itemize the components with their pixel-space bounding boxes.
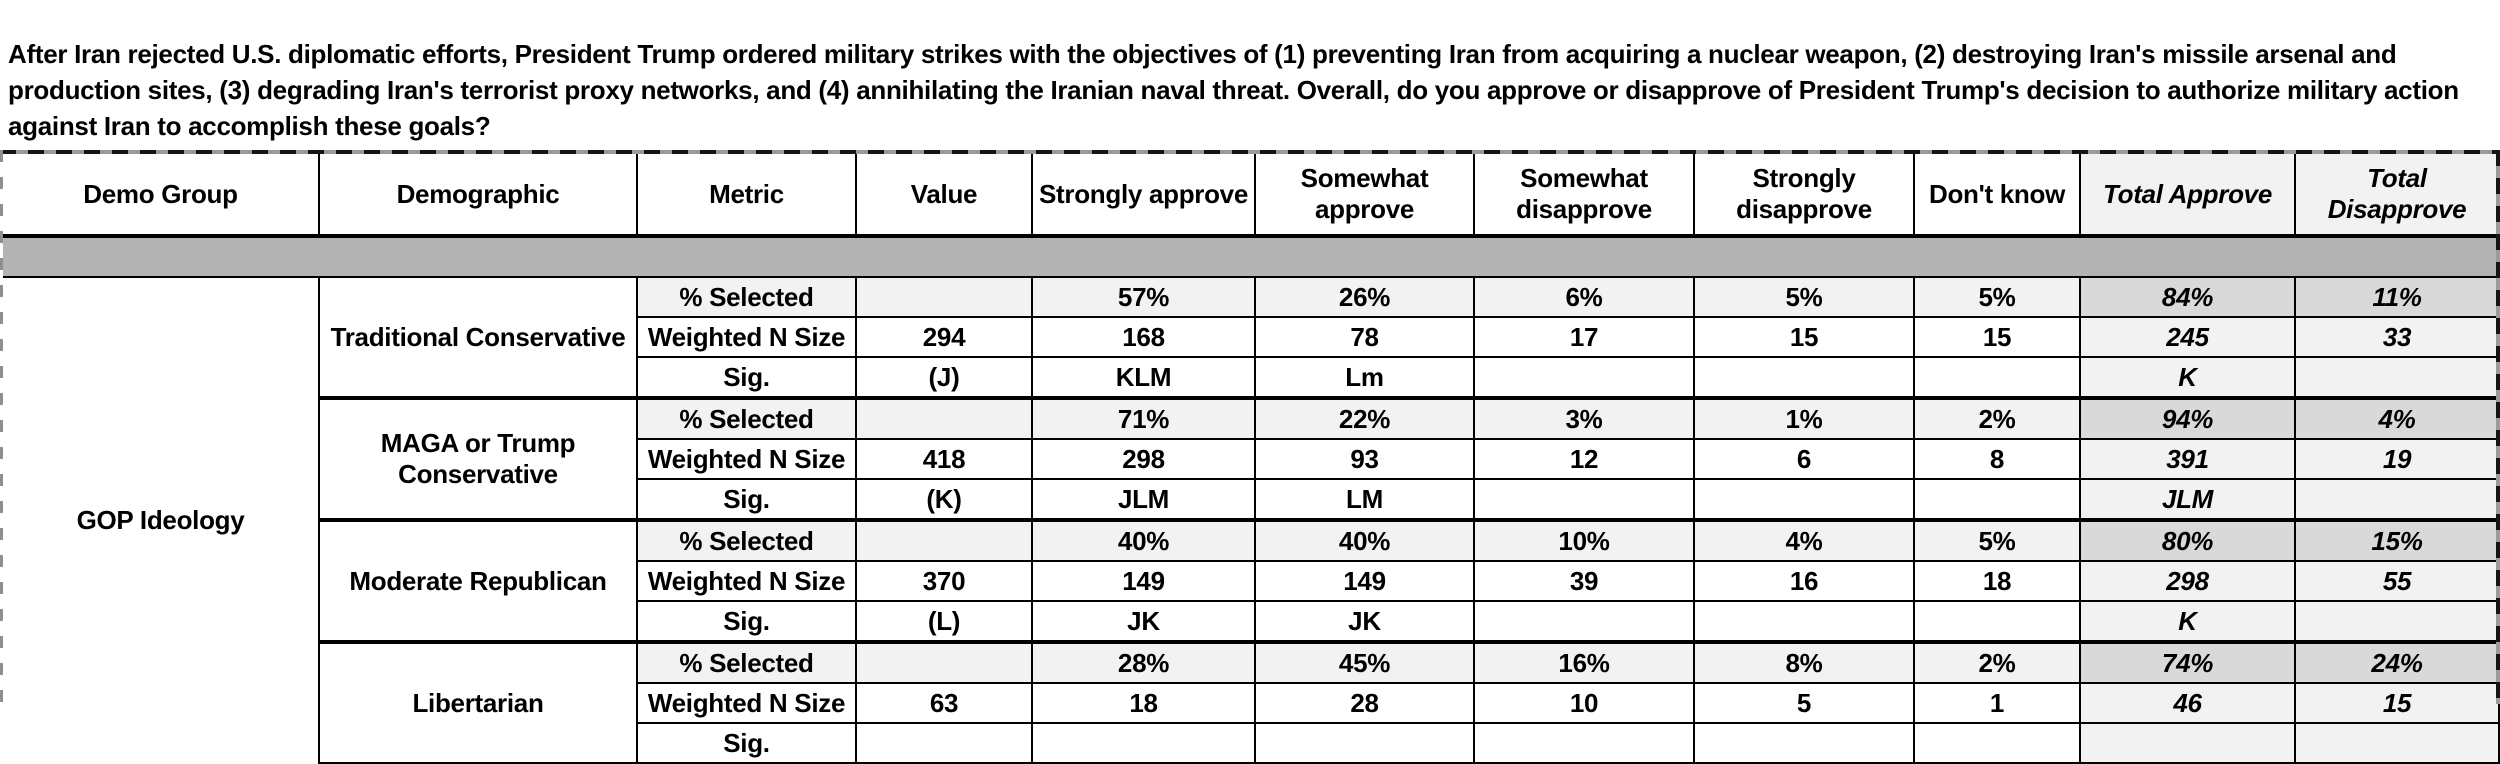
data-cell[interactable]: Lm [1255, 357, 1474, 398]
total-disapprove-cell[interactable]: 11% [2295, 277, 2499, 317]
total-approve-cell[interactable]: 80% [2080, 520, 2295, 561]
selection-dashed-border-left [0, 150, 3, 704]
metric-cell[interactable]: Weighted N Size [637, 439, 856, 479]
data-cell[interactable]: 4% [1694, 520, 1914, 561]
col-header-demographic[interactable]: Demographic [319, 154, 637, 236]
data-cell[interactable]: 1% [1694, 398, 1914, 439]
metric-cell[interactable]: Sig. [637, 357, 856, 398]
data-cell[interactable]: JK [1255, 601, 1474, 642]
total-disapprove-cell[interactable] [2295, 601, 2499, 642]
data-cell[interactable]: 149 [1255, 561, 1474, 601]
metric-cell[interactable]: Weighted N Size [637, 683, 856, 723]
metric-cell[interactable]: % Selected [637, 398, 856, 439]
total-approve-cell[interactable]: 298 [2080, 561, 2295, 601]
metric-cell[interactable]: % Selected [637, 277, 856, 317]
value-cell[interactable]: (J) [856, 357, 1032, 398]
metric-cell[interactable]: % Selected [637, 520, 856, 561]
total-approve-cell[interactable]: K [2080, 601, 2295, 642]
data-cell[interactable] [1694, 723, 1914, 763]
total-disapprove-cell[interactable] [2295, 357, 2499, 398]
total-approve-cell[interactable]: K [2080, 357, 2295, 398]
metric-cell[interactable]: % Selected [637, 642, 856, 683]
col-header-total-disapprove[interactable]: Total Disapprove [2295, 154, 2499, 236]
data-cell[interactable]: 1 [1914, 683, 2080, 723]
value-cell[interactable]: 418 [856, 439, 1032, 479]
col-header-total-approve[interactable]: Total Approve [2080, 154, 2295, 236]
col-header-metric[interactable]: Metric [637, 154, 856, 236]
total-disapprove-cell[interactable]: 19 [2295, 439, 2499, 479]
data-cell[interactable]: 6 [1694, 439, 1914, 479]
col-header-demo-group[interactable]: Demo Group [3, 154, 319, 236]
data-cell[interactable] [1914, 479, 2080, 520]
col-header-somewhat-disapprove[interactable]: Somewhat disapprove [1474, 154, 1694, 236]
data-cell[interactable]: 28% [1032, 642, 1255, 683]
data-cell[interactable]: 8% [1694, 642, 1914, 683]
pane-separator-strip [3, 236, 2499, 277]
data-cell[interactable]: 15 [1694, 317, 1914, 357]
data-cell[interactable]: JK [1032, 601, 1255, 642]
data-cell[interactable] [1474, 479, 1694, 520]
total-approve-cell[interactable]: 245 [2080, 317, 2295, 357]
data-cell[interactable]: 149 [1032, 561, 1255, 601]
value-cell[interactable] [856, 520, 1032, 561]
data-cell[interactable]: 45% [1255, 642, 1474, 683]
col-header-dont-know[interactable]: Don't know [1914, 154, 2080, 236]
data-cell[interactable]: 2% [1914, 398, 2080, 439]
demographic-cell[interactable]: Moderate Republican [319, 520, 637, 642]
data-cell[interactable] [1694, 479, 1914, 520]
total-disapprove-cell[interactable]: 15% [2295, 520, 2499, 561]
data-cell[interactable] [1914, 601, 2080, 642]
data-cell[interactable] [1474, 357, 1694, 398]
metric-cell[interactable]: Sig. [637, 601, 856, 642]
data-cell[interactable]: 18 [1032, 683, 1255, 723]
col-header-value[interactable]: Value [856, 154, 1032, 236]
total-disapprove-cell[interactable]: 24% [2295, 642, 2499, 683]
data-cell[interactable]: 298 [1032, 439, 1255, 479]
total-approve-cell[interactable]: JLM [2080, 479, 2295, 520]
data-cell[interactable]: 3% [1474, 398, 1694, 439]
data-cell[interactable]: 12 [1474, 439, 1694, 479]
data-cell[interactable]: 18 [1914, 561, 2080, 601]
data-cell[interactable]: KLM [1032, 357, 1255, 398]
data-cell[interactable] [1474, 601, 1694, 642]
demographic-cell[interactable]: Libertarian [319, 642, 637, 763]
value-cell[interactable]: (K) [856, 479, 1032, 520]
total-approve-cell[interactable]: 74% [2080, 642, 2295, 683]
selection-dashed-border-right [2496, 150, 2500, 704]
col-header-somewhat-approve[interactable]: Somewhat approve [1255, 154, 1474, 236]
data-cell[interactable]: JLM [1032, 479, 1255, 520]
demographic-cell[interactable]: MAGA or Trump Conservative [319, 398, 637, 520]
data-cell[interactable]: 78 [1255, 317, 1474, 357]
total-approve-cell[interactable]: 391 [2080, 439, 2295, 479]
table-row [3, 398, 2499, 439]
total-approve-cell[interactable]: 84% [2080, 277, 2295, 317]
data-cell[interactable]: 15 [1914, 317, 2080, 357]
data-cell[interactable] [1694, 357, 1914, 398]
data-cell[interactable]: 28 [1255, 683, 1474, 723]
crosstab-table [3, 154, 2500, 764]
metric-cell[interactable]: Sig. [637, 479, 856, 520]
data-cell[interactable] [1032, 723, 1255, 763]
value-cell[interactable] [856, 398, 1032, 439]
data-cell[interactable]: 40% [1032, 520, 1255, 561]
data-cell[interactable]: 8 [1914, 439, 2080, 479]
total-disapprove-cell[interactable] [2295, 723, 2499, 763]
data-cell[interactable] [1474, 723, 1694, 763]
value-cell[interactable]: (L) [856, 601, 1032, 642]
total-disapprove-cell[interactable]: 15 [2295, 683, 2499, 723]
total-approve-cell[interactable]: 46 [2080, 683, 2295, 723]
data-cell[interactable]: 93 [1255, 439, 1474, 479]
data-cell[interactable]: 26% [1255, 277, 1474, 317]
data-cell[interactable] [1914, 723, 2080, 763]
data-cell[interactable]: 16% [1474, 642, 1694, 683]
data-cell[interactable]: 10% [1474, 520, 1694, 561]
survey-question-text: After Iran rejected U.S. diplomatic efforts, President Trump ordered military strikes with the objectives of (1) preventing Iran from acquiring a nuclear weapon, (2) destroying Iran's missile arsenal and production sites, (3) degrading Iran's terrorist proxy networks, and (4) annihilating the Iranian naval threat. Overall, do you approve or disapprove of President Trump's decision to authorize military action against Iran to accomplish these goals? [8, 39, 2459, 141]
col-header-strongly-approve[interactable]: Strongly approve [1032, 154, 1255, 236]
value-cell[interactable] [856, 723, 1032, 763]
data-cell[interactable]: 10 [1474, 683, 1694, 723]
data-cell[interactable]: 5 [1694, 683, 1914, 723]
data-cell[interactable]: 22% [1255, 398, 1474, 439]
total-disapprove-cell[interactable]: 55 [2295, 561, 2499, 601]
data-cell[interactable]: 6% [1474, 277, 1694, 317]
value-cell[interactable]: 370 [856, 561, 1032, 601]
data-cell[interactable]: 5% [1914, 277, 2080, 317]
data-cell[interactable]: 5% [1914, 520, 2080, 561]
total-disapprove-cell[interactable]: 33 [2295, 317, 2499, 357]
data-cell[interactable]: 17 [1474, 317, 1694, 357]
data-cell[interactable] [1694, 601, 1914, 642]
table-row [3, 277, 2499, 317]
metric-cell[interactable]: Weighted N Size [637, 317, 856, 357]
total-disapprove-cell[interactable]: 4% [2295, 398, 2499, 439]
demo-group-cell[interactable]: GOP Ideology [3, 277, 319, 763]
value-cell[interactable]: 63 [856, 683, 1032, 723]
metric-cell[interactable]: Sig. [637, 723, 856, 763]
demographic-cell[interactable]: Traditional Conservative [319, 277, 637, 398]
data-cell[interactable]: 16 [1694, 561, 1914, 601]
total-approve-cell[interactable] [2080, 723, 2295, 763]
col-header-strongly-disapprove[interactable]: Strongly disapprove [1694, 154, 1914, 236]
data-cell[interactable]: 71% [1032, 398, 1255, 439]
data-cell[interactable]: 168 [1032, 317, 1255, 357]
data-cell[interactable]: 57% [1032, 277, 1255, 317]
header-row [3, 154, 2499, 236]
data-cell[interactable]: 5% [1694, 277, 1914, 317]
data-cell[interactable]: LM [1255, 479, 1474, 520]
data-cell[interactable] [1914, 357, 2080, 398]
data-cell[interactable]: 40% [1255, 520, 1474, 561]
value-cell[interactable] [856, 642, 1032, 683]
data-cell[interactable]: 2% [1914, 642, 2080, 683]
metric-cell[interactable]: Weighted N Size [637, 561, 856, 601]
value-cell[interactable]: 294 [856, 317, 1032, 357]
value-cell[interactable] [856, 277, 1032, 317]
total-approve-cell[interactable]: 94% [2080, 398, 2295, 439]
table-row [3, 520, 2499, 561]
table-row [3, 642, 2499, 683]
data-cell[interactable] [1255, 723, 1474, 763]
total-disapprove-cell[interactable] [2295, 479, 2499, 520]
data-cell[interactable]: 39 [1474, 561, 1694, 601]
